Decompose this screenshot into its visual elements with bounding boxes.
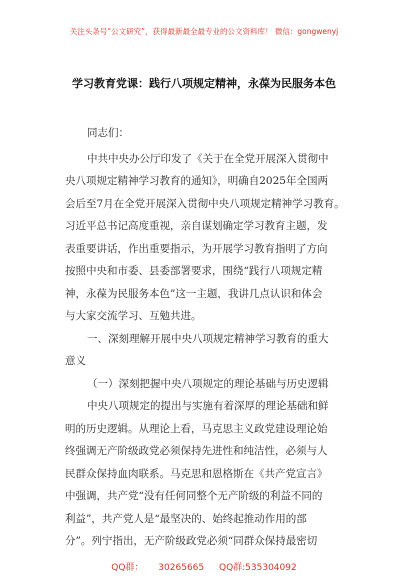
body-line: 表重要讲话，作出重要指示，为开展学习教育指明了方向	[65, 242, 328, 255]
section-heading-cont: 意义	[65, 355, 86, 367]
body-line: 分”。列宁指出，无产阶级政党必须“同群众保持最密切	[65, 535, 318, 547]
body-line: 明的历史逻辑。从理论上看，马克思主义政党建设理论始	[65, 422, 328, 435]
body-line: 央八项规定精神学习教育的通知》，明确自2025年全国两	[65, 175, 328, 187]
body-line: 利益”，共产党人是“最坚决的、始终起推动作用的部	[65, 512, 307, 525]
greeting: 同志们：	[87, 127, 129, 139]
body-line: 中央八项规定的提出与实施有着深厚的理论基础和鲜	[87, 400, 329, 412]
document-title: 学习教育党课：践行八项规定精神，永葆为民服务本色	[72, 77, 336, 90]
body-line: 民群众保持血肉联系。马克思和恩格斯在《共产党宣言》	[65, 467, 328, 480]
section-heading: 一、深刻理解开展中央八项规定精神学习教育的重大	[87, 332, 329, 345]
body-line: 会后至7月在全党开展深入贯彻中央八项规定精神学习教育。	[65, 197, 345, 210]
body-line: 与大家交流学习、互勉共进。	[65, 310, 202, 322]
body-line: 神，永葆为民服务本色”这一主题，我讲几点认识和体会	[65, 287, 323, 300]
body-line: 习近平总书记高度重视，亲自谋划确定学习教育主题，发	[65, 220, 328, 232]
footer-contact: QQ群： 30265665 QQ群:535304092	[111, 563, 297, 573]
promo-banner: 关注头条号“公文研究”，获得最新最全最专业的公文资料库！ 微信：gongwenyj	[69, 27, 339, 36]
body-line: 中共中央办公厅印发了《关于在全党开展深入贯彻中	[87, 152, 329, 165]
body-line: 按照中央和市委、县委部署要求，围绕“践行八项规定精	[65, 265, 323, 277]
body-line: 终强调无产阶级政党必须保持先进性和纯洁性，必须与人	[65, 445, 328, 457]
document-body	[65, 122, 359, 553]
body-line: 中强调，共产党“没有任何同整个无产阶级的利益不同的	[65, 490, 323, 502]
subsection-heading: （一）深刻把握中央八项规定的理论基础与历史逻辑	[87, 377, 329, 390]
